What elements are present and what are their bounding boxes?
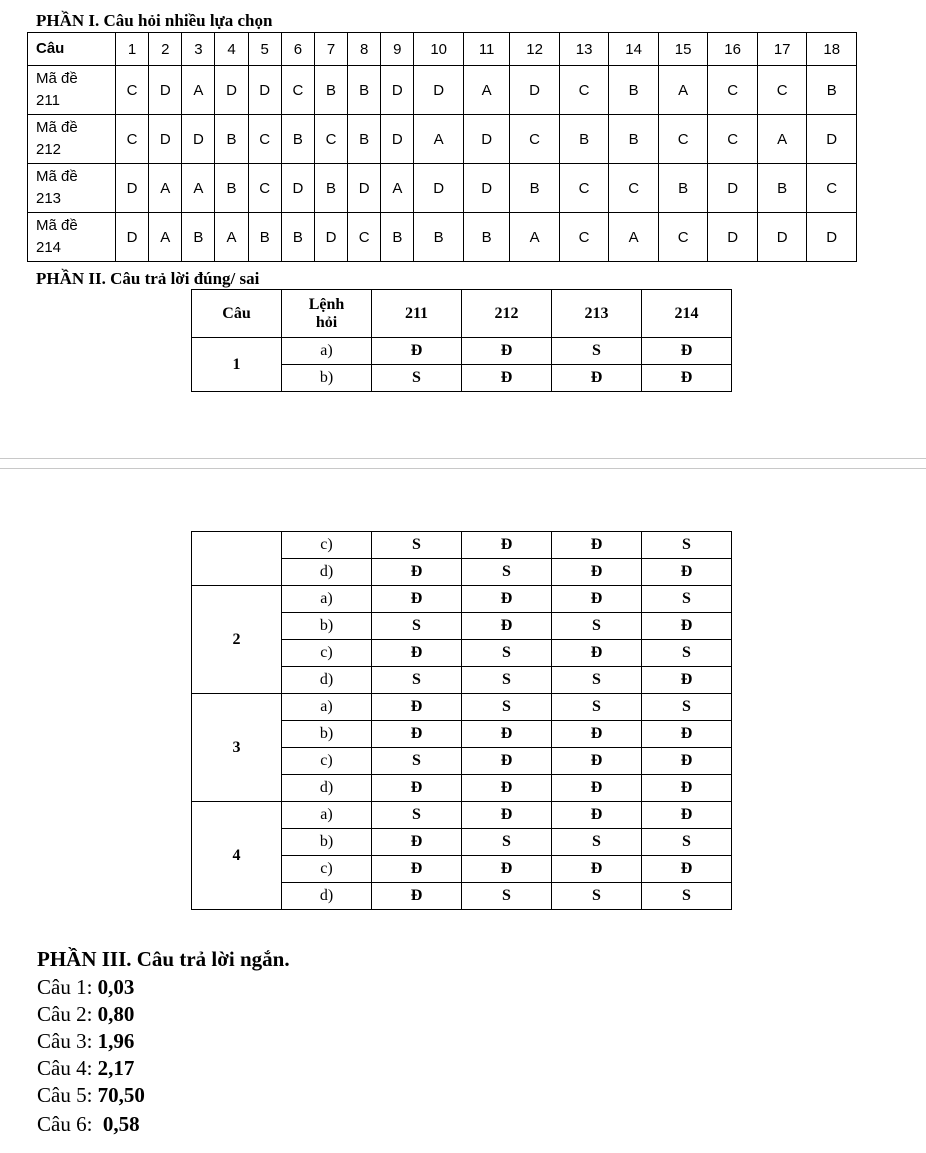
true-false-cell: Đ (642, 802, 732, 829)
true-false-cell: S (372, 748, 462, 775)
true-false-cell: Đ (552, 802, 642, 829)
question-number-cell: 1 (192, 338, 282, 392)
statement-label: d) (282, 775, 372, 802)
answer-cell: D (149, 115, 182, 164)
true-false-cell: S (552, 338, 642, 365)
true-false-cell: Đ (372, 829, 462, 856)
true-false-cell: S (372, 802, 462, 829)
true-false-cell: Đ (372, 586, 462, 613)
page-break-line (0, 458, 926, 459)
statement-label: d) (282, 883, 372, 910)
answer-cell: C (559, 66, 609, 115)
answer-cell: A (215, 213, 248, 262)
answer-cell: B (381, 213, 414, 262)
short-answer (37, 1002, 134, 1027)
true-false-cell: Đ (372, 338, 462, 365)
exam-code-prefix: Mã đề (36, 217, 78, 234)
answer-cell: B (215, 164, 248, 213)
true-false-cell: S (642, 586, 732, 613)
exam-code-number: 212 (36, 141, 62, 158)
answer-cell: C (248, 115, 281, 164)
answer-cell: B (248, 213, 281, 262)
true-false-cell: Đ (462, 365, 552, 392)
true-false-cell: Đ (372, 775, 462, 802)
answer-value: 1,96 (97, 1029, 135, 1053)
true-false-cell: S (462, 559, 552, 586)
table-row (28, 164, 857, 213)
question-number: 14 (609, 33, 659, 66)
answer-cell: D (807, 115, 857, 164)
true-false-cell: Đ (552, 721, 642, 748)
header-lenh-line1: Lệnh (308, 295, 345, 313)
question-number: 6 (281, 33, 314, 66)
statement-label: a) (282, 802, 372, 829)
true-false-cell: Đ (462, 802, 552, 829)
answer-cell: D (463, 115, 509, 164)
multiple-choice-answer-table (27, 32, 857, 262)
answer-cell: D (149, 66, 182, 115)
page-break-line (0, 468, 926, 469)
answer-cell: B (348, 66, 381, 115)
answer-value: 0,03 (97, 975, 135, 999)
question-number: 8 (348, 33, 381, 66)
answer-cell: B (757, 164, 807, 213)
answer-cell: D (248, 66, 281, 115)
answer-cell: B (658, 164, 708, 213)
true-false-cell: Đ (552, 775, 642, 802)
table-row (28, 66, 857, 115)
header-cau: Câu (192, 290, 282, 338)
true-false-cell: Đ (552, 586, 642, 613)
true-false-cell: Đ (642, 559, 732, 586)
true-false-cell: S (372, 667, 462, 694)
true-false-cell: Đ (642, 856, 732, 883)
answer-cell: D (807, 213, 857, 262)
exam-code-number: 214 (36, 239, 62, 256)
answer-cell: C (348, 213, 381, 262)
exam-code-label (28, 213, 116, 262)
answer-cell: C (807, 164, 857, 213)
true-false-cell: Đ (552, 640, 642, 667)
answer-cell: B (215, 115, 248, 164)
answer-cell: C (658, 213, 708, 262)
true-false-cell: Đ (462, 338, 552, 365)
true-false-cell: S (552, 829, 642, 856)
answer-cell: B (463, 213, 509, 262)
answer-cell: C (609, 164, 659, 213)
exam-code-number: 211 (36, 92, 60, 109)
table-row (192, 802, 732, 829)
answer-cell: B (609, 66, 659, 115)
true-false-cell: S (462, 640, 552, 667)
true-false-cell: Đ (642, 338, 732, 365)
answer-label: Câu 3: (37, 1029, 98, 1053)
exam-code-prefix: Mã đề (36, 70, 78, 87)
answer-cell: D (414, 66, 464, 115)
question-number-cell: 2 (192, 586, 282, 694)
true-false-cell: Đ (372, 856, 462, 883)
true-false-cell: Đ (372, 721, 462, 748)
true-false-cell: S (642, 640, 732, 667)
table-row (192, 694, 732, 721)
true-false-cell: S (462, 694, 552, 721)
question-number: 5 (248, 33, 281, 66)
answer-cell: C (708, 66, 758, 115)
header-lenh-hoi (282, 290, 372, 338)
question-number: 13 (559, 33, 609, 66)
true-false-cell: Đ (372, 694, 462, 721)
table-row (192, 586, 732, 613)
true-false-cell: S (462, 667, 552, 694)
exam-code-prefix: Mã đề (36, 119, 78, 136)
answer-cell: C (116, 66, 149, 115)
answer-value: 0,58 (102, 1112, 140, 1136)
answer-cell: A (510, 213, 560, 262)
answer-cell: B (609, 115, 659, 164)
answer-cell: A (463, 66, 509, 115)
true-false-table-page1 (191, 289, 732, 392)
header-code: 212 (462, 290, 552, 338)
question-number: 11 (463, 33, 509, 66)
answer-cell: C (559, 213, 609, 262)
answer-cell: C (708, 115, 758, 164)
answer-cell: B (314, 164, 347, 213)
true-false-cell: Đ (462, 775, 552, 802)
exam-code-number: 213 (36, 190, 62, 207)
statement-label: c) (282, 856, 372, 883)
answer-cell: D (708, 164, 758, 213)
short-answer (37, 1029, 134, 1054)
true-false-cell: Đ (552, 532, 642, 559)
statement-label: c) (282, 532, 372, 559)
statement-label: a) (282, 338, 372, 365)
true-false-cell: Đ (462, 856, 552, 883)
answer-cell: B (281, 115, 314, 164)
answer-value: 2,17 (97, 1056, 135, 1080)
answer-cell: A (381, 164, 414, 213)
answer-cell: D (182, 115, 215, 164)
true-false-cell: S (552, 883, 642, 910)
table-row (192, 532, 732, 559)
answer-cell: A (757, 115, 807, 164)
true-false-cell: Đ (552, 559, 642, 586)
true-false-cell: S (552, 694, 642, 721)
answer-label: Câu 6: (37, 1112, 103, 1136)
short-answer (37, 1112, 140, 1137)
true-false-cell: Đ (372, 559, 462, 586)
statement-label: d) (282, 667, 372, 694)
true-false-cell: Đ (462, 748, 552, 775)
question-number-cell: 3 (192, 694, 282, 802)
answer-cell: A (658, 66, 708, 115)
true-false-cell: Đ (642, 667, 732, 694)
answer-cell: D (281, 164, 314, 213)
answer-cell: C (559, 164, 609, 213)
answer-cell: C (314, 115, 347, 164)
true-false-cell: Đ (552, 365, 642, 392)
true-false-cell: S (642, 883, 732, 910)
header-code: 214 (642, 290, 732, 338)
true-false-cell: Đ (462, 532, 552, 559)
answer-cell: B (182, 213, 215, 262)
answer-cell: A (609, 213, 659, 262)
answer-cell: A (149, 213, 182, 262)
true-false-cell: S (552, 613, 642, 640)
true-false-cell: S (462, 883, 552, 910)
answer-cell: C (510, 115, 560, 164)
statement-label: b) (282, 721, 372, 748)
true-false-cell: Đ (462, 613, 552, 640)
exam-code-label (28, 115, 116, 164)
answer-cell: D (116, 213, 149, 262)
answer-cell: B (314, 66, 347, 115)
answer-label: Câu 5: (37, 1083, 98, 1107)
true-false-cell: S (642, 829, 732, 856)
answer-cell: D (381, 66, 414, 115)
table-row (28, 213, 857, 262)
answer-label: Câu 4: (37, 1056, 98, 1080)
part3-title: PHẦN III. Câu trả lời ngắn. (37, 947, 290, 971)
part2-title: PHẦN II. Câu trả lời đúng/ sai (36, 269, 260, 288)
short-answer (37, 975, 134, 1000)
answer-label: Câu 2: (37, 1002, 98, 1026)
true-false-cell: S (372, 532, 462, 559)
answer-cell: D (463, 164, 509, 213)
true-false-table-page2 (191, 531, 732, 910)
answer-cell: A (182, 66, 215, 115)
continuation-cell (192, 532, 282, 586)
question-number: 10 (414, 33, 464, 66)
question-number: 12 (510, 33, 560, 66)
answer-value: 70,50 (97, 1083, 145, 1107)
answer-cell: D (215, 66, 248, 115)
true-false-cell: S (642, 694, 732, 721)
statement-label: c) (282, 748, 372, 775)
answer-cell: D (510, 66, 560, 115)
true-false-cell: Đ (642, 721, 732, 748)
true-false-cell: S (372, 613, 462, 640)
header-code: 211 (372, 290, 462, 338)
answer-cell: A (149, 164, 182, 213)
answer-cell: C (757, 66, 807, 115)
true-false-cell: Đ (642, 613, 732, 640)
true-false-cell: Đ (372, 640, 462, 667)
question-number: 17 (757, 33, 807, 66)
answer-cell: D (116, 164, 149, 213)
true-false-cell: Đ (642, 775, 732, 802)
statement-label: a) (282, 586, 372, 613)
question-number: 3 (182, 33, 215, 66)
exam-code-label (28, 164, 116, 213)
true-false-cell: Đ (372, 883, 462, 910)
answer-cell: B (510, 164, 560, 213)
question-number: 7 (314, 33, 347, 66)
answer-cell: C (658, 115, 708, 164)
answer-cell: D (757, 213, 807, 262)
question-number: 4 (215, 33, 248, 66)
statement-label: a) (282, 694, 372, 721)
question-number: 1 (116, 33, 149, 66)
table-header-row (192, 290, 732, 338)
answer-cell: A (414, 115, 464, 164)
true-false-cell: S (552, 667, 642, 694)
header-code: 213 (552, 290, 642, 338)
question-number: 9 (381, 33, 414, 66)
answer-cell: B (348, 115, 381, 164)
statement-label: d) (282, 559, 372, 586)
question-number-cell: 4 (192, 802, 282, 910)
answer-cell: D (381, 115, 414, 164)
answer-cell: D (314, 213, 347, 262)
answer-cell: C (281, 66, 314, 115)
answer-cell: B (807, 66, 857, 115)
table-row (192, 338, 732, 365)
answer-cell: B (281, 213, 314, 262)
true-false-cell: Đ (462, 586, 552, 613)
answer-cell: C (248, 164, 281, 213)
answer-label: Câu 1: (37, 975, 98, 999)
statement-label: b) (282, 829, 372, 856)
header-label: Câu (28, 33, 116, 66)
table-row (28, 115, 857, 164)
true-false-cell: S (642, 532, 732, 559)
statement-label: c) (282, 640, 372, 667)
answer-cell: D (708, 213, 758, 262)
part1-title: PHẦN I. Câu hỏi nhiều lựa chọn (36, 11, 273, 30)
true-false-cell: S (372, 365, 462, 392)
true-false-cell: Đ (642, 748, 732, 775)
true-false-cell: S (462, 829, 552, 856)
answer-cell: B (559, 115, 609, 164)
answer-cell: A (182, 164, 215, 213)
short-answer (37, 1083, 145, 1108)
statement-label: b) (282, 613, 372, 640)
header-lenh-line2: hỏi (315, 313, 338, 331)
question-number: 15 (658, 33, 708, 66)
answer-cell: B (414, 213, 464, 262)
answer-cell: D (348, 164, 381, 213)
answer-value: 0,80 (97, 1002, 135, 1026)
statement-label: b) (282, 365, 372, 392)
question-number: 2 (149, 33, 182, 66)
true-false-cell: Đ (552, 748, 642, 775)
question-number: 18 (807, 33, 857, 66)
true-false-cell: Đ (552, 856, 642, 883)
answer-cell: C (116, 115, 149, 164)
true-false-cell: Đ (642, 365, 732, 392)
true-false-cell: Đ (462, 721, 552, 748)
exam-code-prefix: Mã đề (36, 168, 78, 185)
short-answer (37, 1056, 134, 1081)
question-number: 16 (708, 33, 758, 66)
exam-code-label (28, 66, 116, 115)
table-header-row (28, 33, 857, 66)
answer-cell: D (414, 164, 464, 213)
